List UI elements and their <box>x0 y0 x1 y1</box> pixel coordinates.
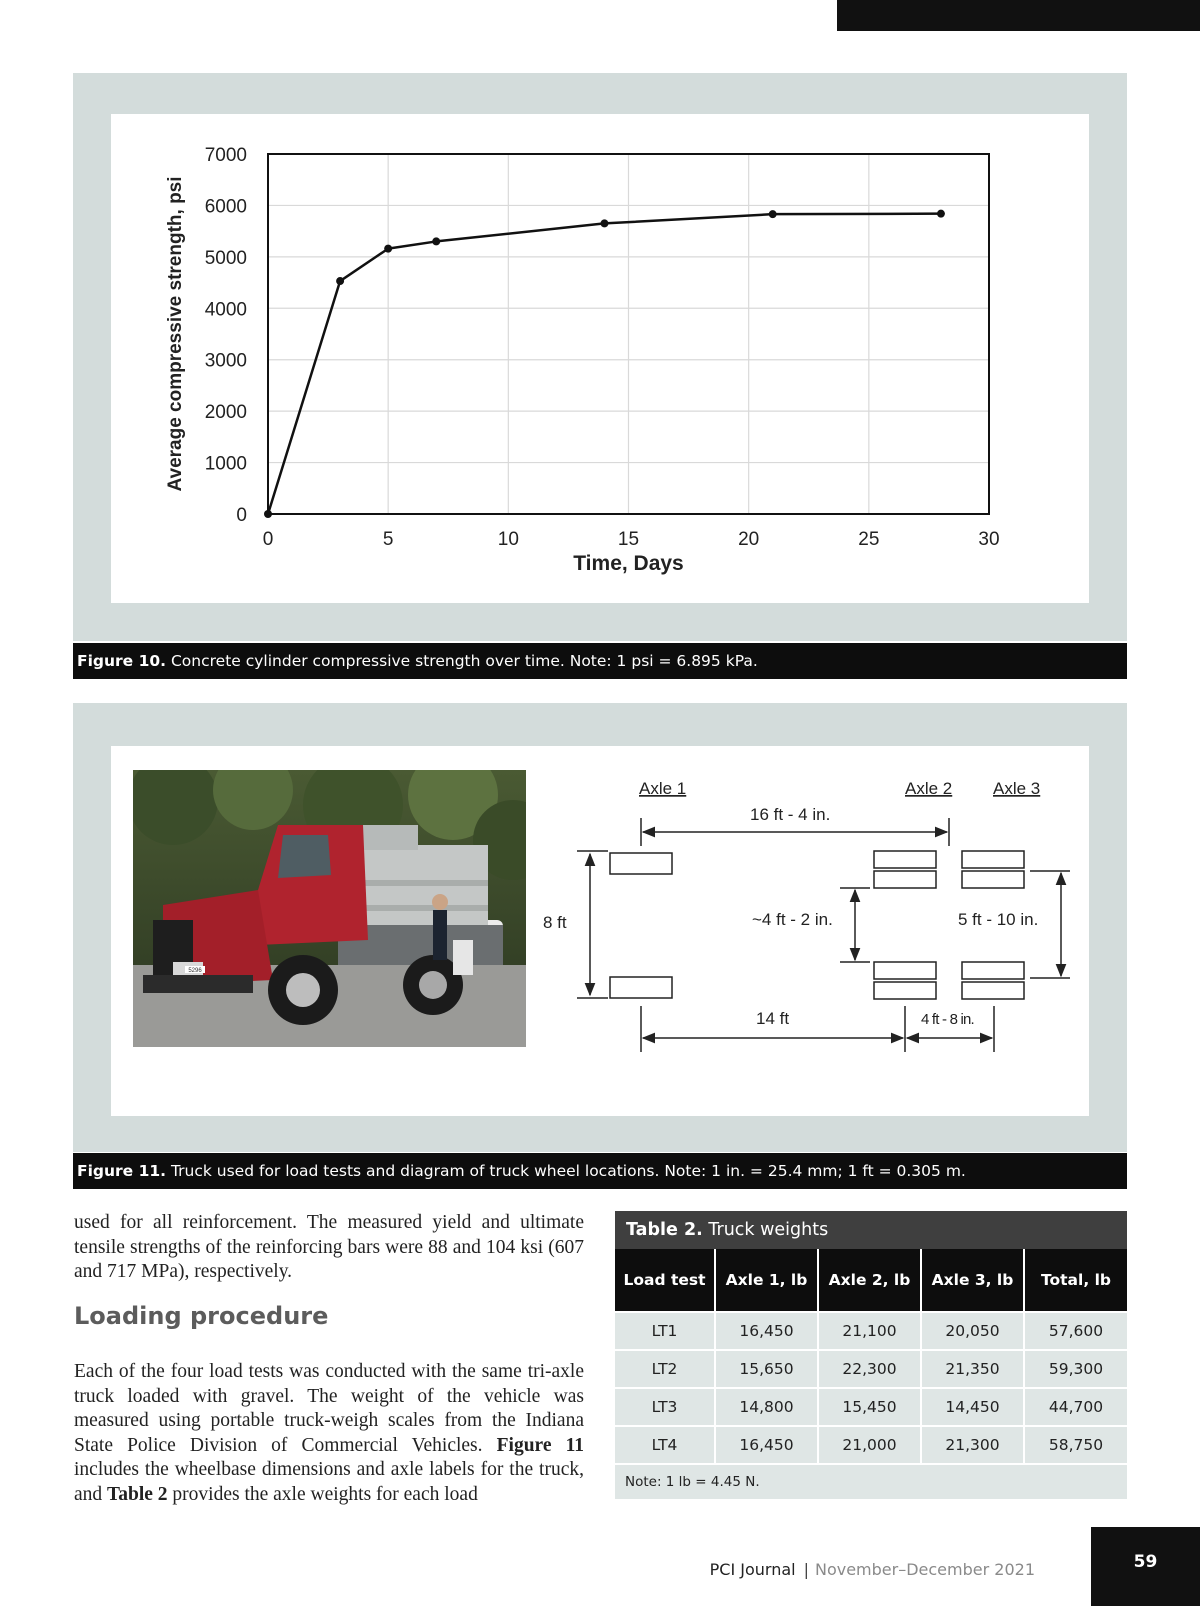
table-cell: 57,600 <box>1024 1312 1127 1350</box>
body-paragraph-2-part-c: includes the wheelbase dimensions and axle labels for the truck, and <box>74 1459 584 1505</box>
y-tick-label: 2000 <box>204 402 247 424</box>
y-tick-label: 4000 <box>204 299 247 321</box>
table-cell: 16,450 <box>715 1312 818 1350</box>
dim-5ft10-label: 5 ft - 10 in. <box>958 910 1039 929</box>
table-2 <box>615 1211 1127 1499</box>
table-2-reference: Table 2 <box>107 1483 168 1505</box>
table-row <box>615 1312 1127 1350</box>
figure-10-caption <box>73 643 1127 679</box>
table-cell: LT3 <box>615 1388 715 1426</box>
header-load-test: Load test <box>615 1249 715 1312</box>
figure-10-caption-label: Figure 10. <box>77 652 167 670</box>
table-cell: 58,750 <box>1024 1426 1127 1463</box>
table-2-note: Note: 1 lb = 4.45 N. <box>615 1463 1127 1499</box>
data-point <box>769 210 777 218</box>
top-black-bar <box>837 0 1200 31</box>
y-axis-label: Average compressive strength, psi <box>165 176 186 492</box>
x-tick-label: 0 <box>262 529 274 550</box>
table-cell: 15,650 <box>715 1350 818 1388</box>
figure-11-caption-text: Truck used for load tests and diagram of truck wheel locations. Note: 1 in. = 25.4 mm; 1 ft = 0.305 m. <box>166 1162 966 1180</box>
issue-date: November–December 2021 <box>814 1560 1035 1579</box>
page-footer <box>710 1560 1035 1579</box>
table-cell: 14,800 <box>715 1388 818 1426</box>
table-cell: 20,050 <box>921 1312 1024 1350</box>
x-tick-label: 30 <box>978 529 1000 550</box>
table-2-title-label: Table 2. <box>626 1220 703 1240</box>
axle-3-label: Axle 3 <box>993 779 1041 798</box>
header-total: Total, lb <box>1024 1249 1127 1312</box>
table-cell: 22,300 <box>818 1350 921 1388</box>
table-cell: LT2 <box>615 1350 715 1388</box>
table-2-title-text: Truck weights <box>702 1220 829 1240</box>
table-row <box>615 1350 1127 1388</box>
table-cell: 21,350 <box>921 1350 1024 1388</box>
journal-name: PCI Journal <box>709 1560 796 1579</box>
table-cell: 21,100 <box>818 1312 921 1350</box>
axle-2-wheel-bottom-outer <box>874 982 936 999</box>
x-tick-label: 5 <box>382 529 394 550</box>
y-tick-label: 3000 <box>204 350 247 372</box>
table-cell: 21,000 <box>818 1426 921 1463</box>
table-cell: 16,450 <box>715 1426 818 1463</box>
body-paragraph-1: used for all reinforcement. The measured yield and ultimate tensile strengths of the reinforcing bars were 88 and 104 ksi (607 and 717 MPa), respectively. <box>74 1212 584 1283</box>
dim-14ft-label: 14 ft <box>756 1009 790 1028</box>
dim-16ft-label: 16 ft - 4 in. <box>750 805 831 824</box>
figure-11-reference: Figure 11 <box>496 1434 584 1456</box>
x-axis-label: Time, Days <box>573 552 684 575</box>
axle-3-wheel-top-inner <box>962 871 1024 888</box>
header-axle-3: Axle 3, lb <box>921 1249 1024 1312</box>
axle-1-wheel-bottom <box>610 977 672 998</box>
truck-plate-text: 5296 <box>188 968 202 974</box>
axle-3-wheel-top-outer <box>962 851 1024 868</box>
table-row <box>615 1388 1127 1426</box>
data-point <box>937 210 945 218</box>
page-number: 59 <box>1091 1527 1200 1606</box>
axle-1-wheel-top <box>610 853 672 874</box>
axle-3-wheel-bottom-inner <box>962 962 1024 979</box>
header-axle-2: Axle 2, lb <box>818 1249 921 1312</box>
body-paragraph-2-part-e: provides the axle weights for each load <box>167 1483 478 1505</box>
data-point <box>384 245 392 253</box>
axle-3-wheel-bottom-outer <box>962 982 1024 999</box>
axle-2-wheel-top-inner <box>874 871 936 888</box>
axle-1-label: Axle 1 <box>639 779 687 798</box>
table-cell: 44,700 <box>1024 1388 1127 1426</box>
body-paragraph-2-part-a: Each of the four load tests was conducted with the same tri-axle truck loaded with gravel. The weight of the vehicle was measured using portable truck-weigh scales from the Indiana State Police Division of Commercial Vehicles. <box>74 1361 584 1456</box>
table-2-title <box>615 1211 1127 1249</box>
table-cell: 21,300 <box>921 1426 1024 1463</box>
y-tick-label: 7000 <box>204 145 247 166</box>
x-tick-label: 10 <box>497 529 519 550</box>
axle-2-wheel-top-outer <box>874 851 936 868</box>
table-cell: LT1 <box>615 1312 715 1350</box>
table-cell: 15,450 <box>818 1388 921 1426</box>
dim-8ft-label: 8 ft <box>543 913 567 932</box>
figure-11-caption-label: Figure 11. <box>77 1162 167 1180</box>
x-tick-label: 15 <box>617 529 640 550</box>
section-heading-loading-procedure: Loading procedure <box>74 1302 329 1330</box>
truck-weights-table <box>615 1249 1127 1463</box>
dim-4ft8-label: 4 ft - 8 in. <box>921 1011 974 1028</box>
dim-4ft2-label: ~4 ft - 2 in. <box>752 910 833 929</box>
table-header-row <box>615 1249 1127 1312</box>
data-point <box>336 277 344 285</box>
data-point <box>432 237 440 245</box>
x-tick-label: 20 <box>738 529 760 550</box>
y-tick-label: 6000 <box>204 196 247 218</box>
axle-2-label: Axle 2 <box>905 779 953 798</box>
data-point <box>264 510 272 518</box>
table-cell: LT4 <box>615 1426 715 1463</box>
table-cell: 59,300 <box>1024 1350 1127 1388</box>
compressive-strength-chart <box>111 114 1089 603</box>
figure-11-caption <box>73 1153 1127 1189</box>
table-row <box>615 1426 1127 1463</box>
truck-wheel-diagram <box>530 770 1130 1090</box>
figure-10-panel <box>73 73 1127 641</box>
table-cell: 14,450 <box>921 1388 1024 1426</box>
y-tick-label: 0 <box>236 505 247 526</box>
axle-2-wheel-bottom-inner <box>874 962 936 979</box>
y-tick-label: 5000 <box>204 247 247 269</box>
body-paragraph-2 <box>74 1360 584 1508</box>
header-axle-1: Axle 1, lb <box>715 1249 818 1312</box>
truck-photo <box>133 770 526 1047</box>
data-point <box>600 219 608 227</box>
footer-separator: | <box>803 1560 809 1579</box>
series-line <box>268 214 941 514</box>
y-tick-label: 1000 <box>204 453 247 475</box>
x-tick-label: 25 <box>858 529 880 550</box>
figure-10-plot-area <box>111 114 1089 603</box>
figure-10-caption-text: Concrete cylinder compressive strength over time. Note: 1 psi = 6.895 kPa. <box>166 652 758 670</box>
